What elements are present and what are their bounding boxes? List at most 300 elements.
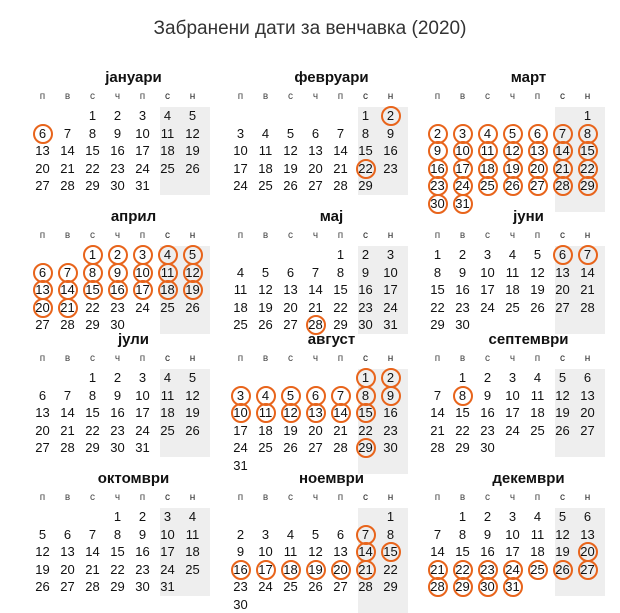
day-number: 4 xyxy=(163,108,172,123)
day-cell xyxy=(228,439,253,456)
weekday-header: в xyxy=(64,353,71,364)
day-number: 27 xyxy=(35,178,50,193)
day-number: 25 xyxy=(233,317,248,332)
forbidden-date xyxy=(80,264,105,281)
day-cell xyxy=(155,160,180,177)
day-cell xyxy=(155,422,180,439)
day-cell xyxy=(425,387,450,404)
month-name: јануари xyxy=(105,69,162,86)
forbidden-date xyxy=(475,160,500,177)
day-number: 29 xyxy=(85,440,100,455)
day-number: 4 xyxy=(533,509,542,524)
weekday-header: н xyxy=(387,353,394,364)
day-cell xyxy=(80,526,105,543)
forbidden-date xyxy=(525,142,550,159)
day-cell xyxy=(30,160,55,177)
month-name: април xyxy=(110,208,157,225)
day-number: 11 xyxy=(505,264,520,280)
weekday-header: в xyxy=(459,91,466,102)
day-cell xyxy=(180,508,205,525)
day-cell xyxy=(303,142,328,159)
day-number: 12 xyxy=(281,403,301,423)
day-number: 14 xyxy=(580,264,595,280)
day-number: 21 xyxy=(60,422,75,438)
day-cell xyxy=(30,439,55,456)
day-number: 24 xyxy=(160,561,175,577)
day-cell xyxy=(328,177,353,194)
day-number: 1 xyxy=(583,108,592,123)
day-number: 3 xyxy=(483,247,492,262)
day-cell xyxy=(575,508,600,525)
forbidden-date xyxy=(500,578,525,595)
day-number: 3 xyxy=(138,370,147,385)
forbidden-date xyxy=(30,299,55,316)
day-cell xyxy=(378,439,403,456)
day-number: 16 xyxy=(108,280,128,300)
day-number: 26 xyxy=(35,579,50,594)
day-number: 23 xyxy=(478,560,498,580)
day-number: 4 xyxy=(188,509,197,524)
day-cell xyxy=(328,281,353,298)
day-number: 6 xyxy=(336,526,345,542)
weekday-header: н xyxy=(189,492,196,503)
day-number: 2 xyxy=(428,124,448,144)
day-number: 23 xyxy=(455,299,470,315)
weekday-header: п xyxy=(534,492,541,503)
month-name: август xyxy=(307,331,356,348)
month-name: септември xyxy=(488,331,569,348)
day-number: 24 xyxy=(258,579,273,594)
day-number: 21 xyxy=(428,560,448,580)
day-number: 10 xyxy=(231,403,251,423)
day-number: 29 xyxy=(333,317,348,332)
day-number: 28 xyxy=(333,440,348,455)
day-cell xyxy=(80,422,105,439)
day-number: 21 xyxy=(580,282,595,297)
weekday-header: с xyxy=(90,353,95,364)
day-cell xyxy=(353,281,378,298)
weekday-header: п xyxy=(534,230,541,241)
day-number: 10 xyxy=(383,264,398,280)
day-number: 19 xyxy=(258,299,273,315)
forbidden-date xyxy=(328,387,353,404)
day-number: 21 xyxy=(85,561,100,577)
day-number: 6 xyxy=(528,124,548,144)
day-number: 23 xyxy=(110,299,125,315)
day-number: 27 xyxy=(555,299,570,315)
day-number: 29 xyxy=(356,438,376,458)
day-number: 31 xyxy=(160,579,175,594)
day-cell xyxy=(80,439,105,456)
day-number: 21 xyxy=(356,560,376,580)
weekday-header: п xyxy=(39,353,46,364)
day-number: 3 xyxy=(261,526,270,542)
day-number: 22 xyxy=(85,299,100,315)
day-number: 28 xyxy=(60,440,75,455)
day-number: 23 xyxy=(135,561,150,577)
day-cell xyxy=(500,264,525,281)
day-cell xyxy=(105,561,130,578)
forbidden-date xyxy=(450,177,475,194)
weekday-header: п xyxy=(434,492,441,503)
day-cell xyxy=(425,281,450,298)
day-cell xyxy=(278,422,303,439)
day-number: 21 xyxy=(58,298,78,318)
day-cell xyxy=(228,578,253,595)
day-number: 30 xyxy=(455,317,470,332)
day-cell xyxy=(525,543,550,560)
day-number: 2 xyxy=(108,245,128,265)
day-number: 30 xyxy=(233,596,248,612)
day-cell xyxy=(180,526,205,543)
day-number: 1 xyxy=(88,370,97,385)
day-number: 14 xyxy=(553,141,573,161)
weekday-header: п xyxy=(434,353,441,364)
day-number: 15 xyxy=(356,403,376,423)
day-number: 22 xyxy=(455,422,470,438)
day-cell xyxy=(55,387,80,404)
day-cell xyxy=(105,125,130,142)
day-cell xyxy=(180,142,205,159)
day-cell xyxy=(180,561,205,578)
day-number: 16 xyxy=(480,544,495,559)
day-cell xyxy=(378,142,403,159)
weekday-header: в xyxy=(459,230,466,241)
weekday-header: п xyxy=(337,353,344,364)
day-cell xyxy=(550,299,575,316)
day-number: 7 xyxy=(336,125,345,141)
day-number: 5 xyxy=(188,370,197,385)
day-number: 22 xyxy=(333,299,348,315)
forbidden-date xyxy=(550,160,575,177)
day-number: 25 xyxy=(528,560,548,580)
day-number: 8 xyxy=(386,526,395,542)
day-number: 11 xyxy=(185,526,200,542)
day-number: 4 xyxy=(236,264,245,280)
day-cell xyxy=(378,246,403,263)
day-number: 20 xyxy=(331,560,351,580)
day-number: 16 xyxy=(383,143,398,158)
day-cell xyxy=(353,246,378,263)
day-cell xyxy=(80,561,105,578)
forbidden-date xyxy=(500,142,525,159)
day-number: 10 xyxy=(505,387,520,403)
day-number: 21 xyxy=(60,160,75,176)
day-number: 4 xyxy=(256,386,276,406)
day-number: 23 xyxy=(480,422,495,438)
day-number: 17 xyxy=(480,282,495,297)
day-cell xyxy=(80,543,105,560)
day-number: 25 xyxy=(185,561,200,577)
month-name: ноември xyxy=(298,470,365,487)
day-number: 9 xyxy=(458,264,467,280)
day-number: 8 xyxy=(453,386,473,406)
day-cell xyxy=(55,177,80,194)
day-number: 25 xyxy=(478,176,498,196)
forbidden-date xyxy=(130,281,155,298)
day-cell xyxy=(253,526,278,543)
day-number: 25 xyxy=(283,579,298,594)
day-cell xyxy=(30,387,55,404)
day-cell xyxy=(425,246,450,263)
day-number: 3 xyxy=(138,108,147,123)
weekday-header: с xyxy=(560,91,565,102)
day-number: 20 xyxy=(308,422,323,438)
day-cell xyxy=(475,369,500,386)
day-number: 2 xyxy=(458,247,467,262)
day-number: 22 xyxy=(85,160,100,176)
day-cell xyxy=(550,264,575,281)
weekday-header: ч xyxy=(114,353,121,364)
day-number: 14 xyxy=(308,282,323,297)
day-number: 13 xyxy=(35,143,50,158)
day-number: 4 xyxy=(508,247,517,262)
day-number: 12 xyxy=(183,263,203,283)
day-cell xyxy=(575,369,600,386)
forbidden-date xyxy=(525,125,550,142)
day-number: 30 xyxy=(135,579,150,594)
month-block xyxy=(425,330,607,457)
day-cell xyxy=(328,422,353,439)
forbidden-date xyxy=(353,404,378,421)
day-number: 29 xyxy=(453,577,473,597)
day-cell xyxy=(575,526,600,543)
day-number: 1 xyxy=(113,509,122,524)
day-number: 22 xyxy=(383,561,398,577)
day-number: 19 xyxy=(185,405,200,420)
day-cell xyxy=(303,439,328,456)
weekday-header: н xyxy=(189,230,196,241)
forbidden-date xyxy=(425,160,450,177)
weekday-header: в xyxy=(262,353,269,364)
day-number: 1 xyxy=(386,509,395,524)
day-cell xyxy=(500,299,525,316)
day-number: 5 xyxy=(183,245,203,265)
day-number: 17 xyxy=(453,159,473,179)
day-number: 27 xyxy=(333,579,348,594)
day-number: 29 xyxy=(110,579,125,594)
weekday-header: п xyxy=(39,492,46,503)
day-number: 23 xyxy=(110,160,125,176)
day-number: 2 xyxy=(113,370,122,385)
weekday-header: п xyxy=(237,91,244,102)
day-cell xyxy=(425,526,450,543)
day-cell xyxy=(130,422,155,439)
day-number: 11 xyxy=(158,263,178,283)
weekday-header: с xyxy=(165,492,170,503)
day-number: 25 xyxy=(258,440,273,455)
day-number: 25 xyxy=(258,178,273,193)
day-cell xyxy=(475,246,500,263)
day-number: 28 xyxy=(306,315,326,335)
day-cell xyxy=(155,526,180,543)
day-number: 26 xyxy=(553,560,573,580)
forbidden-date xyxy=(550,246,575,263)
day-number: 15 xyxy=(358,143,373,158)
day-number: 12 xyxy=(185,387,200,403)
day-number: 12 xyxy=(283,143,298,158)
weekday-header: в xyxy=(64,230,71,241)
forbidden-date xyxy=(550,142,575,159)
day-number: 22 xyxy=(85,422,100,438)
weekday-header: с xyxy=(363,353,368,364)
day-number: 21 xyxy=(553,159,573,179)
day-number: 30 xyxy=(428,194,448,214)
forbidden-date xyxy=(155,281,180,298)
day-cell xyxy=(228,142,253,159)
day-cell xyxy=(525,422,550,439)
day-cell xyxy=(278,177,303,194)
day-cell xyxy=(425,543,450,560)
day-number: 15 xyxy=(381,542,401,562)
day-cell xyxy=(30,142,55,159)
day-number: 6 xyxy=(583,370,592,385)
day-cell xyxy=(425,299,450,316)
forbidden-date xyxy=(550,177,575,194)
day-cell xyxy=(378,160,403,177)
weekday-header: ч xyxy=(509,353,516,364)
forbidden-date xyxy=(130,246,155,263)
day-cell xyxy=(30,177,55,194)
weekday-header: ч xyxy=(509,91,516,102)
forbidden-date xyxy=(55,299,80,316)
day-cell xyxy=(303,160,328,177)
day-number: 18 xyxy=(158,280,178,300)
day-number: 30 xyxy=(480,440,495,455)
day-number: 2 xyxy=(381,106,401,126)
month-block xyxy=(30,68,212,195)
day-number: 17 xyxy=(233,160,248,176)
day-cell xyxy=(105,578,130,595)
day-number: 18 xyxy=(160,405,175,420)
day-number: 29 xyxy=(85,178,100,193)
day-number: 26 xyxy=(308,579,323,594)
day-number: 17 xyxy=(383,282,398,297)
weekday-header: с xyxy=(485,353,490,364)
day-cell xyxy=(30,578,55,595)
day-cell xyxy=(155,299,180,316)
day-number: 8 xyxy=(433,264,442,280)
day-number: 8 xyxy=(361,125,370,141)
day-number: 8 xyxy=(336,264,345,280)
day-number: 11 xyxy=(478,141,498,161)
day-number: 23 xyxy=(383,422,398,438)
day-number: 12 xyxy=(555,387,570,403)
day-cell xyxy=(328,299,353,316)
day-number: 25 xyxy=(160,422,175,438)
weekday-header: п xyxy=(534,353,541,364)
day-cell xyxy=(500,281,525,298)
day-number: 5 xyxy=(281,386,301,406)
day-cell xyxy=(253,439,278,456)
forbidden-date xyxy=(353,526,378,543)
weekday-header: с xyxy=(165,91,170,102)
day-number: 5 xyxy=(188,108,197,123)
day-number: 24 xyxy=(135,160,150,176)
forbidden-date xyxy=(575,160,600,177)
day-number: 9 xyxy=(386,125,395,141)
day-cell xyxy=(303,543,328,560)
day-number: 1 xyxy=(336,247,345,262)
month-block xyxy=(30,469,212,596)
day-number: 19 xyxy=(283,422,298,438)
day-number: 28 xyxy=(333,178,348,193)
day-cell xyxy=(575,107,600,124)
day-number: 21 xyxy=(333,422,348,438)
day-number: 2 xyxy=(361,247,370,262)
day-number: 3 xyxy=(236,125,245,141)
day-number: 3 xyxy=(508,509,517,524)
day-number: 20 xyxy=(60,561,75,577)
day-number: 15 xyxy=(83,280,103,300)
day-cell xyxy=(55,160,80,177)
day-number: 8 xyxy=(88,387,97,403)
day-number: 9 xyxy=(236,544,245,559)
day-number: 26 xyxy=(503,176,523,196)
day-cell xyxy=(278,578,303,595)
day-number: 8 xyxy=(458,526,467,542)
month-block xyxy=(228,330,410,474)
day-cell xyxy=(550,281,575,298)
day-number: 30 xyxy=(478,577,498,597)
weekday-header: в xyxy=(262,91,269,102)
day-cell xyxy=(525,281,550,298)
day-number: 5 xyxy=(503,124,523,144)
day-number: 1 xyxy=(458,509,467,524)
weekday-header: п xyxy=(337,492,344,503)
day-number: 18 xyxy=(530,405,545,420)
weekday-header: п xyxy=(139,492,146,503)
forbidden-date xyxy=(278,404,303,421)
day-cell xyxy=(525,246,550,263)
day-cell xyxy=(55,543,80,560)
day-number: 28 xyxy=(430,440,445,455)
day-number: 9 xyxy=(483,387,492,403)
day-number: 8 xyxy=(113,526,122,542)
day-number: 24 xyxy=(480,299,495,315)
forbidden-date xyxy=(353,160,378,177)
weekday-header: п xyxy=(337,91,344,102)
forbidden-date xyxy=(278,561,303,578)
day-number: 9 xyxy=(138,526,147,542)
day-cell xyxy=(525,404,550,421)
day-number: 11 xyxy=(283,544,298,559)
day-number: 1 xyxy=(83,245,103,265)
day-number: 6 xyxy=(553,245,573,265)
day-number: 6 xyxy=(63,526,72,542)
day-cell xyxy=(253,578,278,595)
day-number: 30 xyxy=(358,317,373,332)
day-number: 26 xyxy=(185,160,200,176)
day-number: 19 xyxy=(530,282,545,297)
day-cell xyxy=(55,422,80,439)
day-number: 18 xyxy=(160,143,175,158)
forbidden-date xyxy=(180,264,205,281)
day-cell xyxy=(253,264,278,281)
day-number: 24 xyxy=(505,422,520,438)
weekday-header: ч xyxy=(312,91,319,102)
day-number: 31 xyxy=(135,440,150,455)
day-cell xyxy=(228,125,253,142)
day-cell xyxy=(130,160,155,177)
day-number: 7 xyxy=(88,526,97,542)
month-name: јули xyxy=(117,331,150,348)
day-cell xyxy=(180,299,205,316)
day-number: 7 xyxy=(63,387,72,403)
day-cell xyxy=(303,125,328,142)
day-cell xyxy=(278,125,303,142)
day-number: 7 xyxy=(433,526,442,542)
